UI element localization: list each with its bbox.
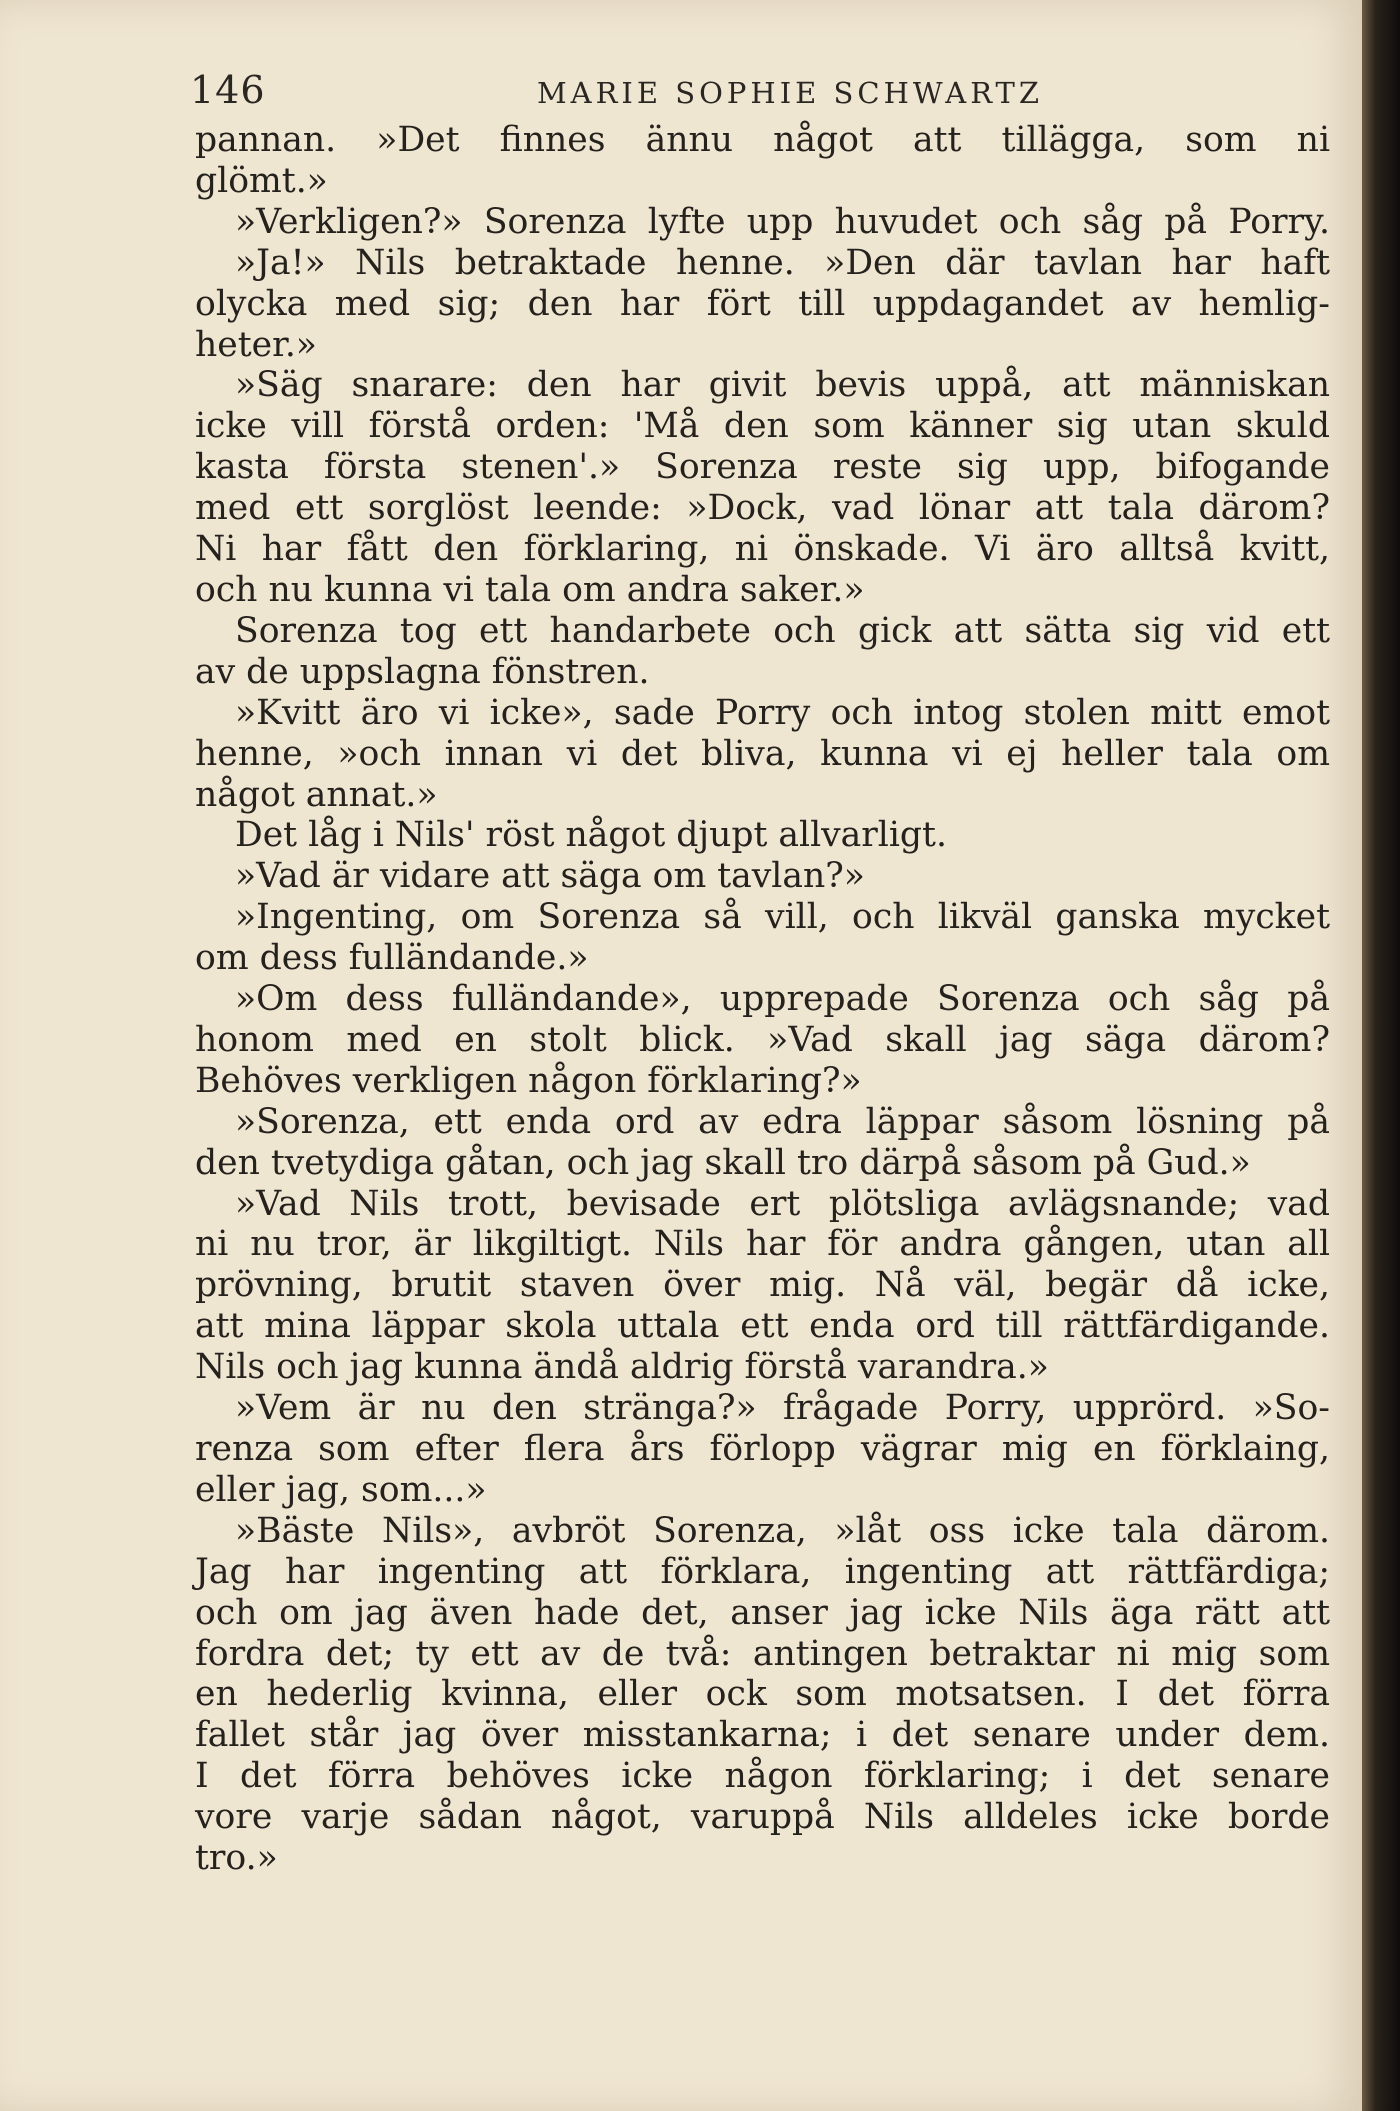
- text-line: kasta första stenen'.» Sorenza reste sig upp, bifogande: [195, 447, 1330, 488]
- body-text: [195, 120, 1330, 1879]
- text-line: och nu kunna vi tala om andra saker.»: [195, 569, 865, 610]
- text-line: en hederlig kvinna, eller ock som motsatsen. I det förra: [195, 1674, 1330, 1715]
- text-line: I det förra behöves icke någon förklaring; i det senare: [195, 1756, 1330, 1797]
- text-line: fallet står jag över misstankarna; i det senare under dem.: [195, 1715, 1330, 1756]
- text-line: av de uppslagna fönstren.: [195, 651, 650, 692]
- page-edge-shadow: [1362, 0, 1400, 2111]
- page-number: 146: [190, 68, 266, 112]
- text-line: »Sorenza, ett enda ord av edra läppar såsom lösning på: [235, 1101, 1330, 1142]
- text-line: och om jag även hade det, anser jag icke Nils äga rätt att: [195, 1592, 1330, 1633]
- text-line: den tvetydiga gåtan, och jag skall tro därpå såsom på Gud.»: [195, 1142, 1251, 1183]
- text-line: »Kvitt äro vi icke», sade Porry och intog stolen mitt emot: [235, 692, 1330, 733]
- text-line: prövning, brutit staven över mig. Nå väl, begär då icke,: [195, 1265, 1330, 1306]
- text-line: »Vad är vidare att säga om tavlan?»: [235, 856, 865, 897]
- text-line: glömt.»: [195, 160, 328, 201]
- text-line: Sorenza tog ett handarbete och gick att sätta sig vid ett: [235, 610, 1330, 651]
- text-line: Nils och jag kunna ändå aldrig förstå varandra.»: [195, 1347, 1049, 1388]
- text-line: »Ja!» Nils betraktade henne. »Den där tavlan har haft: [235, 242, 1330, 283]
- text-line: om dess fulländande.»: [195, 938, 589, 979]
- text-line: eller jag, som...»: [195, 1469, 487, 1510]
- text-line: tro.»: [195, 1838, 278, 1879]
- text-line: »Om dess fulländande», upprepade Sorenza och såg på: [235, 979, 1330, 1020]
- text-line: pannan. »Det finnes ännu något att tillägga, som ni: [195, 120, 1330, 160]
- running-head: MARIE SOPHIE SCHWARTZ: [536, 76, 1044, 110]
- text-line: »Ingenting, om Sorenza så vill, och likväl ganska mycket: [235, 897, 1330, 938]
- text-line: olycka med sig; den har fört till uppdagandet av hemlig-: [195, 283, 1330, 324]
- text-line: heter.»: [195, 324, 317, 365]
- text-line: »Vem är nu den stränga?» frågade Porry, upprörd. »So-: [235, 1388, 1330, 1429]
- text-line: något annat.»: [195, 774, 438, 815]
- text-line: att mina läppar skola uttala ett enda ord till rättfärdigande.: [195, 1306, 1330, 1347]
- text-line: »Vad Nils trott, bevisade ert plötsliga avlägsnande; vad: [235, 1183, 1330, 1224]
- text-line: ni nu tror, är likgiltigt. Nils har för andra gången, utan all: [195, 1224, 1330, 1265]
- text-line: med ett sorglöst leende: »Dock, vad lönar att tala därom?: [195, 488, 1330, 529]
- text-line: »Säg snarare: den har givit bevis uppå, att människan: [235, 365, 1330, 406]
- text-line: Ni har fått den förklaring, ni önskade. Vi äro alltså kvitt,: [195, 529, 1330, 570]
- text-line: renza som efter flera års förlopp vägrar mig en förklaing,: [195, 1429, 1330, 1469]
- text-line: Behöves verkligen någon förklaring?»: [195, 1060, 862, 1101]
- text-line: honom med en stolt blick. »Vad skall jag säga därom?: [195, 1019, 1330, 1060]
- text-line: icke vill förstå orden: 'Må den som känner sig utan skuld: [195, 406, 1330, 447]
- text-line: vore varje sådan något, varuppå Nils alldeles icke borde: [195, 1797, 1330, 1838]
- text-line: »Verkligen?» Sorenza lyfte upp huvudet och såg på Porry.: [235, 201, 1330, 242]
- text-line: Det låg i Nils' röst något djupt allvarligt.: [235, 815, 947, 856]
- text-line: Jag har ingenting att förklara, ingenting att rättfärdiga;: [195, 1551, 1330, 1592]
- text-line: »Bäste Nils», avbröt Sorenza, »låt oss icke tala därom.: [235, 1510, 1330, 1551]
- page-header: [190, 60, 1320, 120]
- text-line: henne, »och innan vi det bliva, kunna vi ej heller tala om: [195, 733, 1330, 774]
- text-line: fordra det; ty ett av de två: antingen betraktar ni mig som: [195, 1633, 1330, 1674]
